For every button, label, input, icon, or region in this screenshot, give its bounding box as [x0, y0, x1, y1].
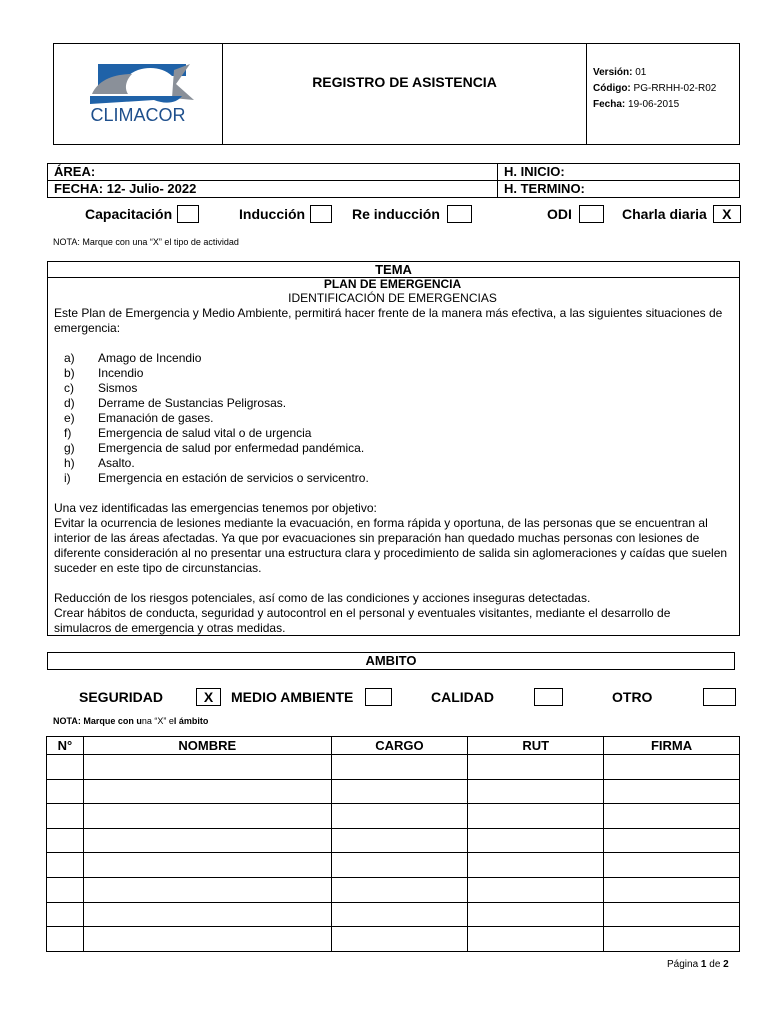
table-body — [47, 755, 740, 952]
logo-text: CLIMACOR — [90, 105, 186, 125]
tema-body — [54, 278, 731, 636]
list-item: i) Emergencia en estación de servicios o servicentro. — [64, 471, 369, 485]
objective-intro: Una vez identificadas las emergencias tenemos por objetivo: — [54, 501, 377, 515]
ambito-heading: AMBITO — [47, 652, 735, 670]
activity-induccion[interactable]: Inducción — [239, 205, 332, 223]
table-row — [47, 804, 740, 829]
col-signature: FIRMA — [604, 737, 740, 755]
cell-position[interactable] — [331, 779, 468, 804]
page-number: Página 1 de 2 — [667, 959, 729, 970]
tema-title: PLAN DE EMERGENCIA — [323, 277, 462, 291]
cell-number[interactable] — [47, 853, 84, 878]
document-header — [53, 43, 740, 145]
activity-reinduccion[interactable]: Re inducción — [352, 205, 472, 223]
cell-signature[interactable] — [604, 853, 740, 878]
cell-name[interactable] — [83, 853, 331, 878]
checkbox[interactable] — [703, 688, 736, 706]
col-number: N° — [47, 737, 84, 755]
cell-name[interactable] — [83, 877, 331, 902]
table-header-row — [47, 737, 740, 755]
cell-name[interactable] — [83, 755, 331, 780]
activity-capacitacion[interactable]: Capacitación — [85, 205, 199, 223]
cell-name[interactable] — [83, 902, 331, 927]
cell-number[interactable] — [47, 902, 84, 927]
cell-rut[interactable] — [468, 755, 604, 780]
tema-intro: Este Plan de Emergencia y Medio Ambiente, permitirá hacer frente de la manera más efectiva, a las siguientes situaciones de emergencia: — [54, 306, 723, 335]
start-time-field[interactable]: H. INICIO: — [504, 164, 565, 179]
activity-charla-diaria[interactable]: Charla diaria X — [622, 205, 741, 223]
cell-name[interactable] — [83, 927, 331, 952]
area-field[interactable]: ÁREA: — [54, 164, 96, 179]
objective-3: Crear hábitos de conducta, seguridad y autocontrol en el personal y eventuales visitantes, mediante el desarrollo de simulacros de emergencia y otras medidas. — [54, 606, 671, 635]
cell-rut[interactable] — [468, 828, 604, 853]
date-line: Fecha: 19-06-2015 — [593, 99, 680, 110]
document-title: REGISTRO DE ASISTENCIA — [223, 44, 587, 144]
climacor-logo — [54, 44, 223, 146]
table-row — [47, 828, 740, 853]
emergency-list — [54, 351, 731, 486]
checkbox[interactable] — [534, 688, 563, 706]
table-row — [47, 853, 740, 878]
cell-position[interactable] — [331, 828, 468, 853]
cell-position[interactable] — [331, 877, 468, 902]
document-meta — [587, 44, 739, 144]
ambito-note: NOTA: Marque con una “X” el ámbito — [53, 716, 209, 726]
activity-note: NOTA: Marque con una “X” el tipo de actividad — [53, 237, 239, 247]
table-row — [47, 927, 740, 952]
ambito-otro[interactable]: OTRO — [612, 688, 736, 706]
cell-signature[interactable] — [604, 779, 740, 804]
cell-signature[interactable] — [604, 828, 740, 853]
cell-position[interactable] — [331, 927, 468, 952]
list-item: h) Asalto. — [64, 456, 135, 470]
end-time-field[interactable]: H. TERMINO: — [504, 181, 585, 196]
col-position: CARGO — [331, 737, 468, 755]
objective-2: Reducción de los riesgos potenciales, así como de las condiciones y acciones inseguras detectadas. — [54, 591, 591, 605]
cell-position[interactable] — [331, 902, 468, 927]
table-row — [47, 755, 740, 780]
cell-rut[interactable] — [468, 853, 604, 878]
cell-name[interactable] — [83, 779, 331, 804]
tema-box — [47, 261, 740, 636]
checkbox[interactable] — [177, 205, 199, 223]
table-row — [47, 877, 740, 902]
tema-heading: TEMA — [48, 262, 739, 278]
attendance-table — [46, 736, 740, 952]
cell-signature[interactable] — [604, 877, 740, 902]
cell-signature[interactable] — [604, 804, 740, 829]
cell-position[interactable] — [331, 755, 468, 780]
list-item: c) Sismos — [64, 381, 138, 395]
cell-name[interactable] — [83, 804, 331, 829]
table-row — [47, 902, 740, 927]
activity-odi[interactable]: ODI — [547, 205, 604, 223]
ambito-seguridad[interactable]: SEGURIDAD X — [79, 688, 221, 706]
list-item: b) Incendio — [64, 366, 144, 380]
checkbox-checked[interactable]: X — [196, 688, 221, 706]
cell-number[interactable] — [47, 828, 84, 853]
logo-cell — [54, 44, 223, 144]
cell-signature[interactable] — [604, 755, 740, 780]
col-name: NOMBRE — [83, 737, 331, 755]
cell-number[interactable] — [47, 877, 84, 902]
checkbox[interactable] — [447, 205, 472, 223]
cell-signature[interactable] — [604, 902, 740, 927]
code-line: Código: PG-RRHH-02-R02 — [593, 83, 717, 94]
cell-rut[interactable] — [468, 804, 604, 829]
cell-rut[interactable] — [468, 877, 604, 902]
table-row — [47, 779, 740, 804]
version-line: Versión: 01 — [593, 67, 647, 78]
cell-rut[interactable] — [468, 779, 604, 804]
cell-position[interactable] — [331, 853, 468, 878]
checkbox[interactable] — [579, 205, 604, 223]
tema-subtitle: IDENTIFICACIÓN DE EMERGENCIAS — [288, 291, 497, 305]
list-item: d) Derrame de Sustancias Peligrosas. — [64, 396, 287, 410]
col-rut: RUT — [468, 737, 604, 755]
cell-signature[interactable] — [604, 927, 740, 952]
cell-number[interactable] — [47, 927, 84, 952]
date-field[interactable]: FECHA: 12- Julio- 2022 — [54, 181, 197, 196]
ambito-calidad[interactable]: CALIDAD — [431, 688, 563, 706]
cell-number[interactable] — [47, 779, 84, 804]
objective-1: Evitar la ocurrencia de lesiones mediante la evacuación, en forma rápida y oportuna, de las personas que se encuentran al interior de las áreas afectadas. Ya que por evacuaciones sin preparación han quedado muchas personas con lesiones de diferente consideración al no presentar una estructura clara y procedimiento de salida sin aglomeraciones y caídas que suelen suceder en este tipo de circunstancias. — [54, 516, 728, 575]
checkbox-checked[interactable]: X — [713, 205, 741, 223]
cell-rut[interactable] — [468, 902, 604, 927]
list-item: e) Emanación de gases. — [64, 411, 214, 425]
checkbox[interactable] — [365, 688, 392, 706]
ambito-medio-ambiente[interactable]: MEDIO AMBIENTE — [231, 688, 392, 706]
cell-rut[interactable] — [468, 927, 604, 952]
cell-position[interactable] — [331, 804, 468, 829]
info-box — [47, 163, 740, 198]
cell-number[interactable] — [47, 755, 84, 780]
cell-number[interactable] — [47, 804, 84, 829]
list-item: f) Emergencia de salud vital o de urgencia — [64, 426, 312, 440]
cell-name[interactable] — [83, 828, 331, 853]
checkbox[interactable] — [310, 205, 332, 223]
list-item: a) Amago de Incendio — [64, 351, 202, 365]
list-item: g) Emergencia de salud por enfermedad pandémica. — [64, 441, 365, 455]
